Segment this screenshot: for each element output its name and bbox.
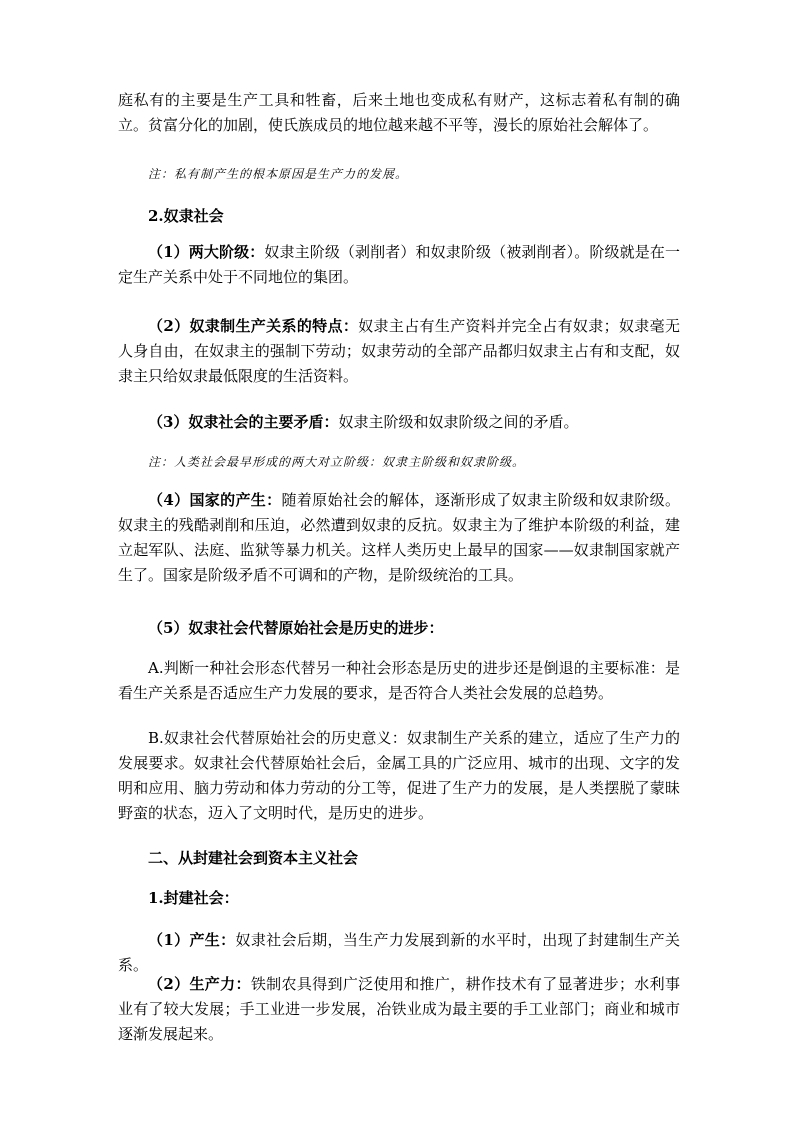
paragraph-two-classes xyxy=(118,240,680,290)
label-two-classes: （1）两大阶级： xyxy=(148,243,265,261)
text-state-origin: 随着原始社会的解体，逐渐形成了奴隶主阶级和奴隶阶级。奴隶主的残酷剥削和压迫，必然遭到奴隶的反抗。奴隶主为了维护本阶级的利益，建立起军队、法庭、监狱等暴力机关。这样人类历史上最早的国家——奴隶制国家就产生了。国家是阶级矛盾不可调和的产物，是阶级统治的工具。 xyxy=(118,491,680,584)
label-state-origin: （4）国家的产生： xyxy=(148,491,282,509)
text-two-classes: 奴隶主阶级（剥削者）和奴隶阶级（被剥削者）。阶级就是在一定生产关系中处于不同地位的集团。 xyxy=(118,243,680,286)
paragraph-historical-significance: B.奴隶社会代替原始社会的历史意义：奴隶制生产关系的建立，适应了生产力的发展要求。奴隶社会代替原始社会后，金属工具的广泛应用、城市的出现、文字的发明和应用、脑力劳动和体力劳动的分工等，促进了生产力的发展，是人类摆脱了蒙昧野蛮的状态，迈入了文明时代，是历史的进步。 xyxy=(118,729,680,822)
heading-historical-progress: （5）奴隶社会代替原始社会是历史的进步： xyxy=(148,619,444,637)
paragraph-main-contradiction xyxy=(118,410,680,435)
note-two-classes: 注：人类社会最早形成的两大对立阶级：奴隶主阶级和奴隶阶级。 xyxy=(148,455,526,469)
paragraph-slave-relations xyxy=(118,314,680,389)
label-productive-forces: （2）生产力： xyxy=(148,975,251,993)
note-private-ownership-cause: 注：私有制产生的根本原因是生产力的发展。 xyxy=(148,167,409,181)
text-feudal-origin: 奴隶社会后期，当生产力发展到新的水平时，出现了封建制生产关系。 xyxy=(118,931,680,974)
text-slave-relations: 奴隶主占有生产资料并完全占有奴隶；奴隶毫无人身自由，在奴隶主的强制下劳动；奴隶劳动的全部产品都归奴隶主占有和支配，奴隶主只给奴隶最低限度的生活资料。 xyxy=(118,317,680,385)
label-slave-relations: （2）奴隶制生产关系的特点： xyxy=(148,317,359,335)
paragraph-productive-forces xyxy=(118,972,680,1047)
heading-feudal-society: 1.封建社会： xyxy=(148,889,239,907)
paragraph-feudal-origin xyxy=(118,928,680,978)
paragraph-private-ownership: 庭私有的主要是生产工具和牲畜，后来土地也变成私有财产，这标志着私有制的确立。贫富分化的加剧，使氏族成员的地位越来越不平等，漫长的原始社会解体了。 xyxy=(118,91,680,134)
text-main-contradiction: 奴隶主阶级和奴隶阶级之间的矛盾。 xyxy=(338,413,579,431)
paragraph-judgment-standard: A.判断一种社会形态代替另一种社会形态是历史的进步还是倒退的主要标准：是看生产关系是否适应生产力发展的要求，是否符合人类社会发展的总趋势。 xyxy=(118,659,680,702)
label-feudal-origin: （1）产生： xyxy=(148,931,236,949)
heading-section-two: 二、从封建社会到资本主义社会 xyxy=(148,849,359,867)
paragraph-state-origin xyxy=(118,488,680,588)
heading-slave-society: 2.奴隶社会 xyxy=(148,207,224,225)
label-main-contradiction: （3）奴隶社会的主要矛盾： xyxy=(148,413,339,431)
text-productive-forces: 铁制农具得到广泛使用和推广，耕作技术有了显著进步；水利事业有了较大发展；手工业进一步发展，冶铁业成为最主要的手工业部门；商业和城市逐渐发展起来。 xyxy=(118,975,680,1043)
